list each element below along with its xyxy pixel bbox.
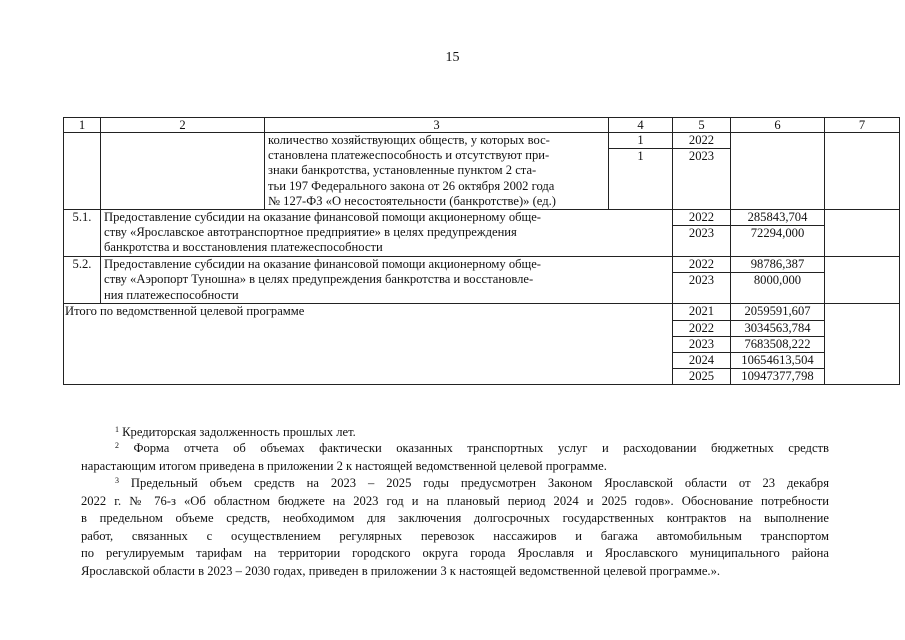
page-number: 15 [445, 50, 460, 65]
amount-cell: 285843,704 [731, 210, 825, 226]
footnote-text: Кредиторская задолженность прошлых лет. [122, 425, 356, 439]
text-line: ству «Ярославское автотранспортное предприятие» в целях предупреждения [104, 225, 517, 240]
table-row [64, 257, 900, 273]
footnote-text: Ярославской области в 2023 – 2030 годах, приведен в приложении 3 к настоящей ведомственной целевой программе.». [81, 563, 721, 578]
year-cell: 2024 [673, 353, 731, 369]
header-cell: 6 [731, 118, 825, 133]
header-cell: 7 [825, 118, 900, 133]
header-cell: 4 [609, 118, 673, 133]
text-line: ству «Аэропорт Туношна» в целях предупреждения банкротства и восстановле- [104, 272, 534, 287]
footnote-mark: 3 [115, 476, 119, 485]
footnote-mark: 1 [115, 425, 119, 434]
year-cell: 2023 [673, 149, 731, 165]
cell-empty [609, 165, 673, 210]
amount-cell: 98786,387 [731, 257, 825, 273]
cell-empty [825, 133, 900, 210]
amount-cell: 8000,000 [731, 273, 825, 304]
header-cell: 5 [673, 118, 731, 133]
total-row [64, 304, 900, 320]
cell-empty [825, 304, 900, 385]
text-line: ния платежеспособности [104, 287, 239, 302]
amount-cell: 10947377,798 [731, 369, 825, 385]
amount-cell: 2059591,607 [731, 304, 825, 320]
footnote-3 [81, 472, 829, 581]
total-label: Итого по ведомственной целевой программе [64, 304, 673, 385]
indicator-value: 1 [609, 133, 673, 149]
footnote-text: Форма отчета об объемах фактически оказанных транспортных услуг и расходовании бюджетных средств [133, 441, 829, 455]
footnote-text: Предельный объем средств на 2023 – 2025 годы предусмотрен Законом Ярославской области от 23 декабря [130, 476, 829, 490]
text-line: количество хозяйствующих обществ, у которых вос- [268, 133, 550, 147]
cell-empty [825, 257, 900, 304]
text-line: знаки банкротства, установленные пунктом 2 ста- [268, 163, 537, 178]
amount-cell: 3034563,784 [731, 320, 825, 336]
footnote-text: нарастающим итогом приведена в приложении 2 к настоящей ведомственной целевой программе. [81, 458, 607, 473]
year-cell: 2023 [673, 226, 731, 257]
year-cell: 2021 [673, 304, 731, 320]
amount-cell: 7683508,222 [731, 336, 825, 352]
header-cell: 3 [265, 118, 609, 133]
indicator-text [265, 133, 609, 210]
footnote-text: по регулируемым тарифам на территории городского округа города Ярославля и Ярославского муниципального района [81, 546, 829, 561]
row-number: 5.1. [64, 210, 101, 257]
cell-empty [825, 210, 900, 257]
header-cell: 2 [101, 118, 265, 133]
year-cell: 2023 [673, 336, 731, 352]
year-cell: 2022 [673, 320, 731, 336]
text-line: тьи 197 Федерального закона от 26 октября 2002 года [268, 178, 555, 193]
year-cell: 2022 [673, 133, 731, 149]
row-number: 5.2. [64, 257, 101, 304]
year-cell: 2022 [673, 257, 731, 273]
text-line: Предоставление субсидии на оказание финансовой помощи акционерному обще- [104, 210, 541, 225]
cell-empty [64, 133, 101, 210]
amount-cell: 10654613,504 [731, 353, 825, 369]
text-line: № 127-ФЗ «О несостоятельности (банкротстве)» (ед.) [268, 193, 556, 208]
year-cell: 2025 [673, 369, 731, 385]
year-cell: 2022 [673, 210, 731, 226]
text-line: Предоставление субсидии на оказание финансовой помощи акционерному обще- [104, 257, 541, 272]
text-line: становлена платежеспособность и отсутствуют при- [268, 148, 550, 163]
indicator-value: 1 [609, 149, 673, 165]
cell-empty [101, 133, 265, 210]
cell-empty [731, 133, 825, 210]
row-description [101, 210, 673, 257]
table-header-row [64, 118, 900, 133]
header-cell: 1 [64, 118, 101, 133]
cell-empty [673, 165, 731, 210]
amount-cell: 72294,000 [731, 226, 825, 257]
footnote-text: 2022 г. № 76-з «Об областном бюджете на 2023 год и на плановый период 2024 и 2025 годов». Обоснование потребности [81, 493, 829, 508]
footnote-text: в предельном объеме средств, необходимом для заключения долгосрочных государственных контрактов на выполнение [81, 511, 829, 526]
program-table [63, 117, 900, 385]
text-line: банкротства и восстановления платежеспособности [104, 240, 383, 255]
row-description [101, 257, 673, 304]
footnote-mark: 2 [115, 441, 119, 450]
table-row [64, 133, 900, 149]
footnote-2 [81, 437, 829, 475]
year-cell: 2023 [673, 273, 731, 304]
footnote-text: работ, связанных с осуществлением регулярных перевозок нассажиров и багажа автомобильным транспортом [81, 528, 829, 543]
table-row [64, 210, 900, 226]
